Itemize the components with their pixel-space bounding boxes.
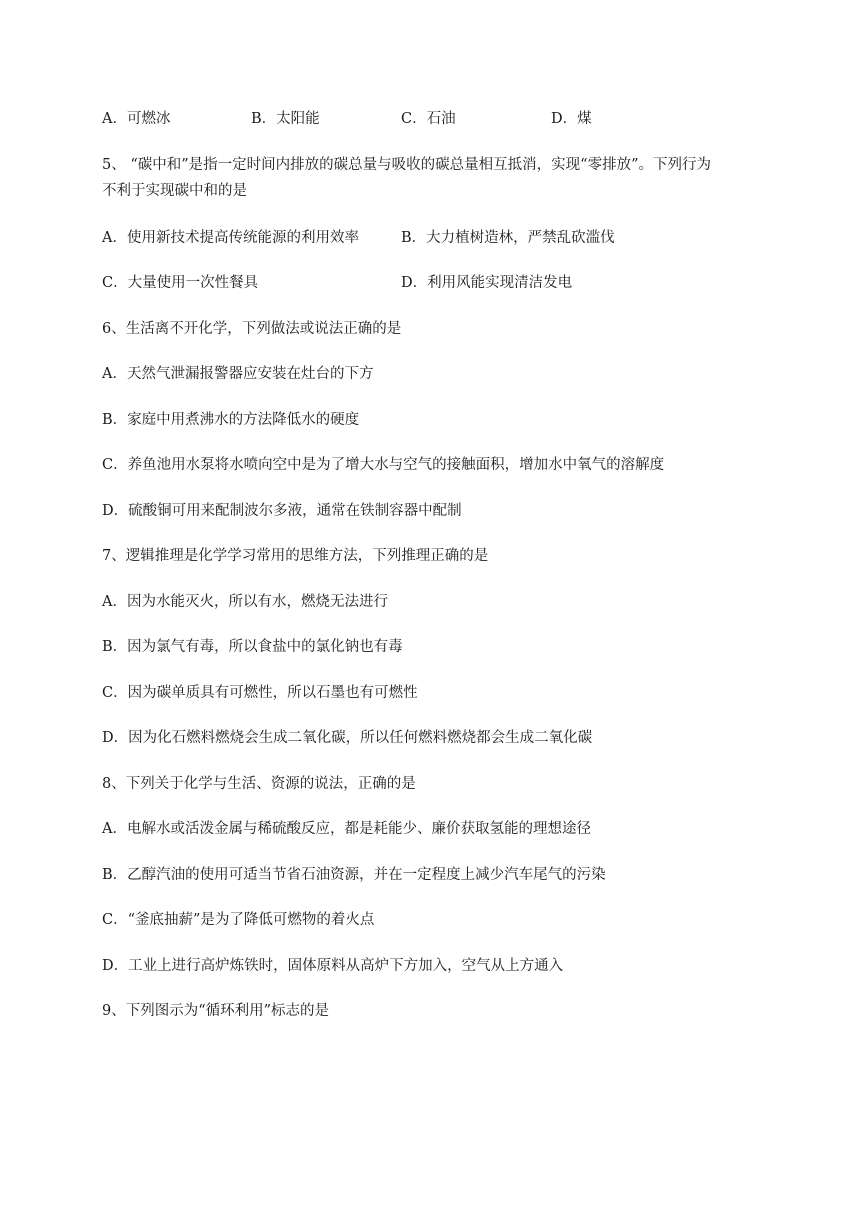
- q8-option-a: A．电解水或活泼金属与稀硫酸反应，都是耗能少、廉价获取氢能的理想途径: [102, 821, 591, 837]
- q5-option-d: D．利用风能实现清洁发电: [401, 275, 573, 291]
- q6-stem: 6、生活离不开化学，下列做法或说法正确的是: [102, 321, 402, 337]
- q4-option-b: B．太阳能: [251, 111, 320, 127]
- q5-stem-line-2: 不利于实现碳中和的是: [102, 183, 247, 199]
- q6-option-d: D．硫酸铜可用来配制波尔多液，通常在铁制容器中配制: [102, 503, 462, 519]
- q5-option-a: A．使用新技术提高传统能源的利用效率: [102, 230, 359, 246]
- q6-option-a: A．天然气泄漏报警器应安装在灶台的下方: [102, 366, 374, 382]
- q7-stem: 7、逻辑推理是化学学习常用的思维方法，下列推理正确的是: [102, 548, 489, 564]
- q6-option-c: C．养鱼池用水泵将水喷向空中是为了增大水与空气的接触面积，增加水中氧气的溶解度: [102, 457, 665, 473]
- q7-option-b: B．因为氯气有毒，所以食盐中的氯化钠也有毒: [102, 639, 403, 655]
- q4-option-a: A．可燃冰: [102, 111, 171, 127]
- q7-option-a: A．因为水能灭火，所以有水，燃烧无法进行: [102, 594, 388, 610]
- q5-stem-line-1: 5、 “碳中和”是指一定时间内排放的碳总量与吸收的碳总量相互抵消，实现“零排放”。下列行为: [102, 157, 711, 173]
- q5-option-c: C．大量使用一次性餐具: [102, 275, 259, 291]
- q5-option-b: B．大力植树造林，严禁乱砍滥伐: [401, 230, 615, 246]
- q9-stem: 9、下列图示为“循环利用”标志的是: [102, 1003, 330, 1019]
- q8-option-d: D．工业上进行高炉炼铁时，固体原料从高炉下方加入，空气从上方通入: [102, 958, 564, 974]
- q7-option-d: D．因为化石燃料燃烧会生成二氧化碳，所以任何燃料燃烧都会生成二氧化碳: [102, 730, 593, 746]
- q4-option-c: C．石油: [401, 111, 456, 127]
- q8-option-c: C．“釜底抽薪”是为了降低可燃物的着火点: [102, 912, 375, 928]
- q7-option-c: C．因为碳单质具有可燃性，所以石墨也有可燃性: [102, 685, 418, 701]
- q4-option-d: D．煤: [551, 111, 592, 127]
- q8-stem: 8、下列关于化学与生活、资源的说法，正确的是: [102, 776, 416, 792]
- q8-option-b: B．乙醇汽油的使用可适当节省石油资源，并在一定程度上减少汽车尾气的污染: [102, 867, 606, 883]
- q6-option-b: B．家庭中用煮沸水的方法降低水的硬度: [102, 412, 360, 428]
